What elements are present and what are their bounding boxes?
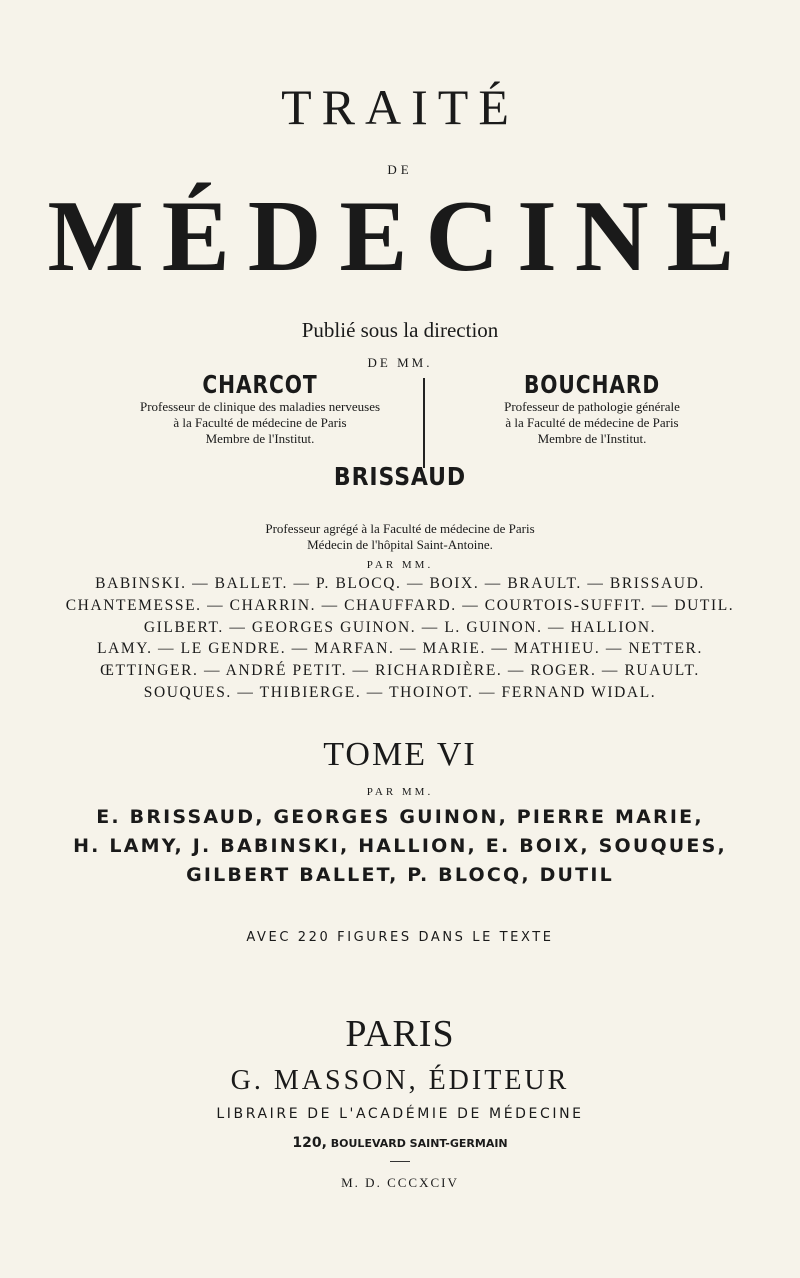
director-center-line: Professeur agrégé à la Faculté de médecine de Paris	[265, 521, 535, 536]
director-right-name: BOUCHARD	[523, 370, 661, 399]
figures-note: AVEC 220 FIGURES DANS LE TEXTE	[246, 930, 554, 945]
tome-title: TOME VI	[323, 736, 477, 773]
collaborators-par-mm: PAR MM.	[366, 559, 434, 571]
collaborators-row: ŒTTINGER. — ANDRÉ PETIT. — RICHARDIÈRE. — ROGER. — RUAULT.	[100, 662, 700, 679]
director-right-line: Membre de l'Institut.	[537, 431, 647, 446]
director-right-line: à la Faculté de médecine de Paris	[505, 415, 679, 430]
collaborators-row: SOUQUES. — THIBIERGE. — THOINOT. — FERNAND WIDAL.	[143, 684, 657, 701]
publisher-name: G. MASSON, ÉDITEUR	[230, 1065, 570, 1096]
director-left-name: CHARCOT	[202, 370, 318, 399]
direction-de-mm: DE MM.	[367, 355, 433, 370]
title-de: DE	[387, 162, 413, 177]
collaborators-row: GILBERT. — GEORGES GUINON. — L. GUINON. — HALLION.	[143, 619, 657, 636]
publication-year: M. D. CCCXCIV	[341, 1175, 459, 1190]
collaborators-row: BABINSKI. — BALLET. — P. BLOCQ. — BOIX. — BRAULT. — BRISSAUD.	[95, 575, 705, 592]
collaborators-row: LAMY. — LE GENDRE. — MARFAN. — MARIE. — MATHIEU. — NETTER.	[97, 640, 703, 657]
tome-authors-row: E. BRISSAUD, GEORGES GUINON, PIERRE MARIE,	[96, 806, 704, 828]
publisher-address-street: BOULEVARD SAINT-GERMAIN	[330, 1137, 508, 1150]
director-right	[432, 370, 752, 447]
publisher-libraire: LIBRAIRE DE L'ACADÉMIE DE MÉDECINE	[216, 1106, 584, 1122]
tome-authors-row: GILBERT BALLET, P. BLOCQ, DUTIL	[186, 864, 614, 886]
collaborators-row: CHANTEMESSE. — CHARRIN. — CHAUFFARD. — COURTOIS-SUFFIT. — DUTIL.	[65, 597, 735, 614]
director-left-line: Professeur de clinique des maladies nerveuses	[139, 399, 381, 414]
director-center-name: BRISSAUD	[333, 462, 467, 491]
publisher-address-number: 120,	[292, 1135, 327, 1151]
director-left-line: Membre de l'Institut.	[205, 431, 315, 446]
director-right-line: Professeur de pathologie générale	[504, 399, 680, 414]
tome-authors-row: H. LAMY, J. BABINSKI, HALLION, E. BOIX, SOUQUES,	[73, 835, 727, 857]
tome-par-mm: PAR MM.	[366, 786, 434, 798]
director-center-line: Médecin de l'hôpital Saint-Antoine.	[307, 537, 493, 552]
direction-text: Publié sous la direction	[301, 318, 499, 342]
title-line-1: TRAITÉ	[281, 79, 519, 135]
publisher-city: PARIS	[345, 1013, 455, 1055]
publisher-address	[0, 1135, 800, 1151]
column-divider	[423, 378, 425, 468]
divider-rule	[390, 1161, 410, 1162]
title-line-2: MÉDECINE	[47, 180, 753, 293]
director-left	[100, 370, 420, 447]
director-left-line: à la Faculté de médecine de Paris	[173, 415, 347, 430]
